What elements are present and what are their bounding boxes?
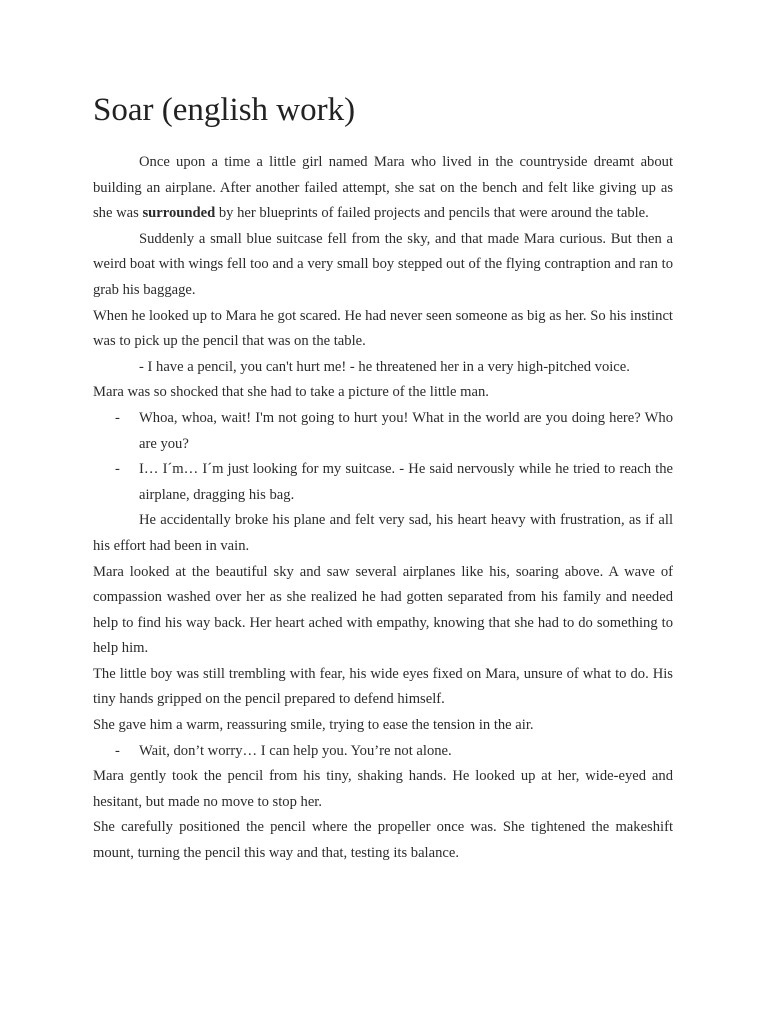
dialog-line-2-text: I… I´m… I´m just looking for my suitcase. - He said nervously while he tried to reach the airplane, dragging his bag. <box>139 461 673 503</box>
paragraph-4: - I have a pencil, you can't hurt me! - he threatened her in a very high-pitched voice. <box>139 358 630 375</box>
dialog-line-3 <box>93 739 673 765</box>
dialog-line-1 <box>93 406 673 457</box>
paragraph-1-bold-word: surrounded <box>142 205 216 222</box>
paragraph-11: She gave him a warm, reassuring smile, trying to ease the tension in the air. <box>93 717 534 734</box>
paragraph-2: Suddenly a small blue suitcase fell from the sky, and that made Mara curious. But then a weird boat with wings fell too and a very small boy stepped out of the flying contraption and ran to grab his baggage. <box>93 230 673 298</box>
document-title: Soar (english work) <box>93 92 356 128</box>
paragraph-5: Mara was so shocked that she had to take a picture of the little man. <box>93 384 489 401</box>
paragraph-1-text: Once upon a time a little girl named Mara who lived in the countryside dreamt about building an airplane. After another failed attempt, she sat on the bench and felt like giving up as she was <box>93 154 673 222</box>
paragraph-9: Mara looked at the beautiful sky and saw several airplanes like his, soaring above. A wave of compassion washed over her as she realized he had gotten separated from his family and needed help to find his way back. Her heart ached with empathy, knowing that she had to do something to help him. <box>93 563 673 657</box>
dialog-line-3-text: Wait, don’t worry… I can help you. You’re not alone. <box>139 742 452 759</box>
paragraph-10: The little boy was still trembling with fear, his wide eyes fixed on Mara, unsure of what to do. His tiny hands gripped on the pencil prepared to defend himself. <box>93 665 673 708</box>
paragraph-3: When he looked up to Mara he got scared. He had never seen someone as big as her. So his instinct was to pick up the pencil that was on the table. <box>93 307 673 350</box>
paragraph-13: Mara gently took the pencil from his tiny, shaking hands. He looked up at her, wide-eyed and hesitant, but made no move to stop her. <box>93 768 673 810</box>
paragraph-14: She carefully positioned the pencil where the propeller once was. She tightened the makeshift mount, turning the pencil this way and that, testing its balance. <box>93 819 673 862</box>
document-page <box>93 88 673 867</box>
dialog-dash: - <box>115 742 120 759</box>
paragraph-1 <box>93 150 673 227</box>
dialog-dash: - <box>115 461 120 478</box>
paragraph-8: He accidentally broke his plane and felt very sad, his heart heavy with frustration, as if all his effort had been in vain. <box>93 512 673 554</box>
dialog-line-1-text: Whoa, whoa, wait! I'm not going to hurt you! What in the world are you doing here? Who are you? <box>139 409 673 452</box>
dialog-line-2 <box>93 457 673 508</box>
paragraph-1-tail: by her blueprints of failed projects and pencils that were around the table. <box>215 205 649 222</box>
dialog-dash: - <box>115 409 120 426</box>
